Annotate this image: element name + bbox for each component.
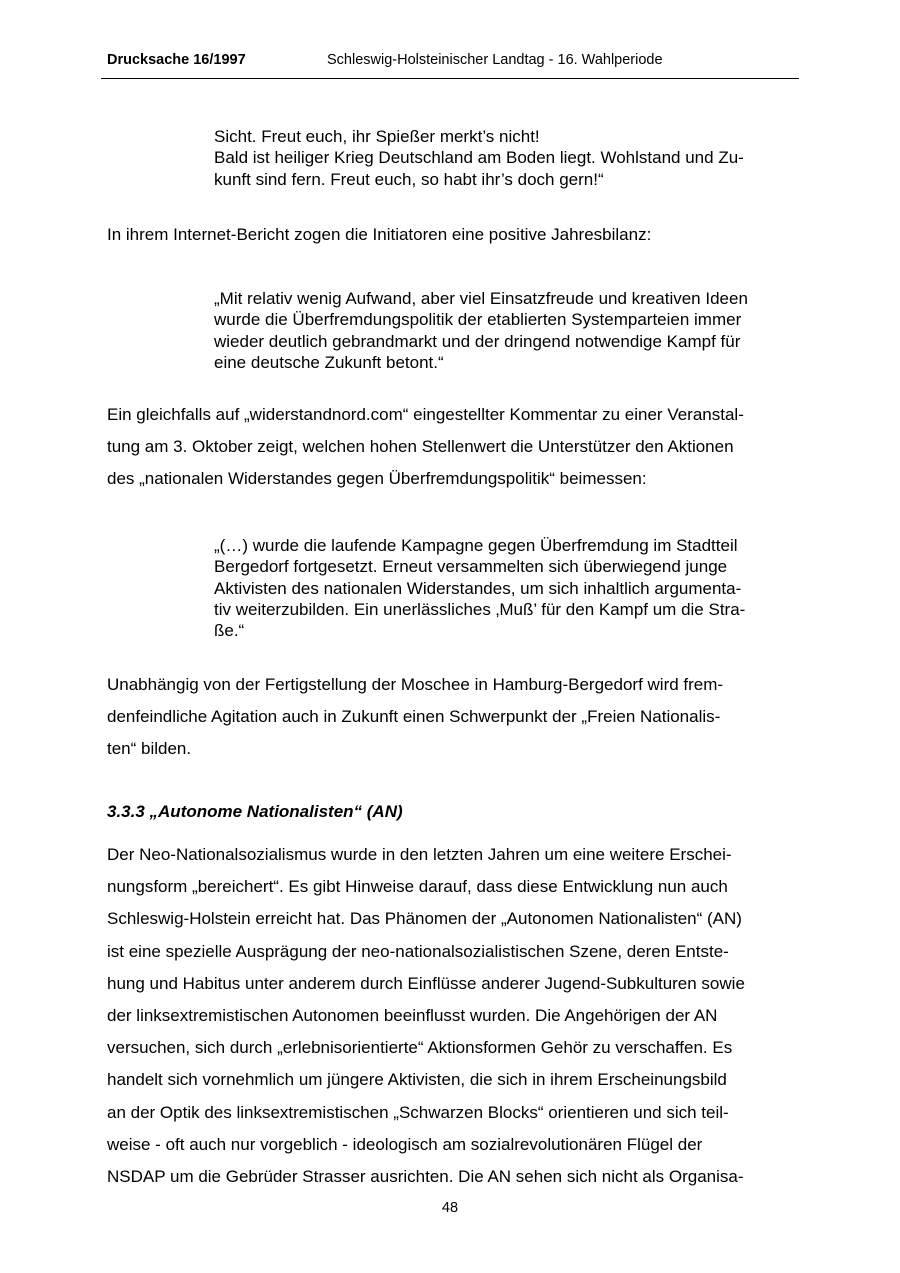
annual-report-quote-line: wurde die Überfremdungspolitik der etablierten Systemparteien immer <box>214 310 742 330</box>
document-number: Drucksache 16/1997 <box>107 52 246 68</box>
poem-quote-line: Bald ist heiliger Krieg Deutschland am Boden liegt. Wohlstand und Zu- <box>214 148 744 168</box>
section-heading: 3.3.3 „Autonome Nationalisten“ (AN) <box>107 802 403 821</box>
section-paragraph-line: an der Optik des linksextremistischen „Schwarzen Blocks“ orientieren und sich teil- <box>107 1102 729 1122</box>
section-paragraph-line: Der Neo-Nationalsozialismus wurde in den letzten Jahren um eine weitere Erschei- <box>107 845 732 864</box>
intro-paragraph-line: In ihrem Internet-Bericht zogen die Initiatoren eine positive Jahresbilanz: <box>107 225 652 244</box>
campaign-quote-line: „(…) wurde die laufende Kampagne gegen Überfremdung im Stadtteil <box>214 536 738 555</box>
section-paragraph-line: Schleswig-Holstein erreicht hat. Das Phänomen der „Autonomen Nationalisten“ (AN) <box>107 909 742 929</box>
parliament-title: Schleswig-Holsteinischer Landtag - 16. Wahlperiode <box>327 52 663 68</box>
poem-quote <box>214 126 794 190</box>
comment-paragraph-line: tung am 3. Oktober zeigt, welchen hohen Stellenwert die Unterstützer den Aktionen <box>107 437 734 457</box>
annual-report-quote-line: eine deutsche Zukunft betont.“ <box>214 352 444 372</box>
comment-paragraph-line: des „nationalen Widerstandes gegen Überfremdungspolitik“ beimessen: <box>107 469 647 489</box>
mosque-paragraph-line: ten“ bilden. <box>107 739 192 759</box>
section-paragraph-line: hung und Habitus unter anderem durch Einflüsse anderer Jugend-Subkulturen sowie <box>107 973 745 993</box>
campaign-quote <box>214 535 794 641</box>
poem-quote-line: Sicht. Freut euch, ihr Spießer merkt’s nicht! <box>214 127 540 146</box>
poem-quote-line: kunft sind fern. Freut euch, so habt ihr’s doch gern!“ <box>214 169 604 189</box>
section-paragraph-line: ist eine spezielle Ausprägung der neo-nationalsozialistischen Szene, deren Entste- <box>107 941 729 961</box>
mosque-paragraph-line: denfeindliche Agitation auch in Zukunft einen Schwerpunkt der „Freien Nationalis- <box>107 707 721 727</box>
annual-report-quote <box>214 288 794 373</box>
section-paragraph <box>107 839 797 1193</box>
section-paragraph-line: weise - oft auch nur vorgeblich - ideologisch am sozialrevolutionären Flügel der <box>107 1134 703 1154</box>
section-paragraph-line: versuchen, sich durch „erlebnisorientierte“ Aktionsformen Gehör zu verschaffen. Es <box>107 1038 733 1058</box>
mosque-paragraph-line: Unabhängig von der Fertigstellung der Moschee in Hamburg-Bergedorf wird frem- <box>107 675 724 694</box>
section-paragraph-line: der linksextremistischen Autonomen beeinflusst wurden. Die Angehörigen der AN <box>107 1006 718 1026</box>
page-header <box>101 52 799 79</box>
annual-report-quote-line: wieder deutlich gebrandmarkt und der dringend notwendige Kampf für <box>214 331 741 351</box>
campaign-quote-line: Aktivisten des nationalen Widerstandes, um sich inhaltlich argumenta- <box>214 578 742 598</box>
comment-paragraph-line: Ein gleichfalls auf „widerstandnord.com“ eingestellter Kommentar zu einer Veranstal- <box>107 405 744 424</box>
section-paragraph-line: nungsform „bereichert“. Es gibt Hinweise darauf, dass diese Entwicklung nun auch <box>107 877 728 897</box>
mosque-paragraph <box>107 669 797 766</box>
page-number: 48 <box>441 1200 459 1216</box>
section-paragraph-line: NSDAP um die Gebrüder Strasser ausrichten. Die AN sehen sich nicht als Organisa- <box>107 1167 744 1187</box>
campaign-quote-line: ße.“ <box>214 621 245 641</box>
annual-report-quote-line: „Mit relativ wenig Aufwand, aber viel Einsatzfreude und kreativen Ideen <box>214 289 748 308</box>
section-paragraph-line: handelt sich vornehmlich um jüngere Aktivisten, die sich in ihrem Erscheinungsbild <box>107 1070 727 1090</box>
campaign-quote-line: tiv weiterzubilden. Ein unerlässliches ‚Muß’ für den Kampf um die Stra- <box>214 599 746 619</box>
comment-paragraph <box>107 399 797 496</box>
campaign-quote-line: Bergedorf fortgesetzt. Erneut versammelten sich überwiegend junge <box>214 557 728 577</box>
intro-paragraph <box>107 219 797 251</box>
